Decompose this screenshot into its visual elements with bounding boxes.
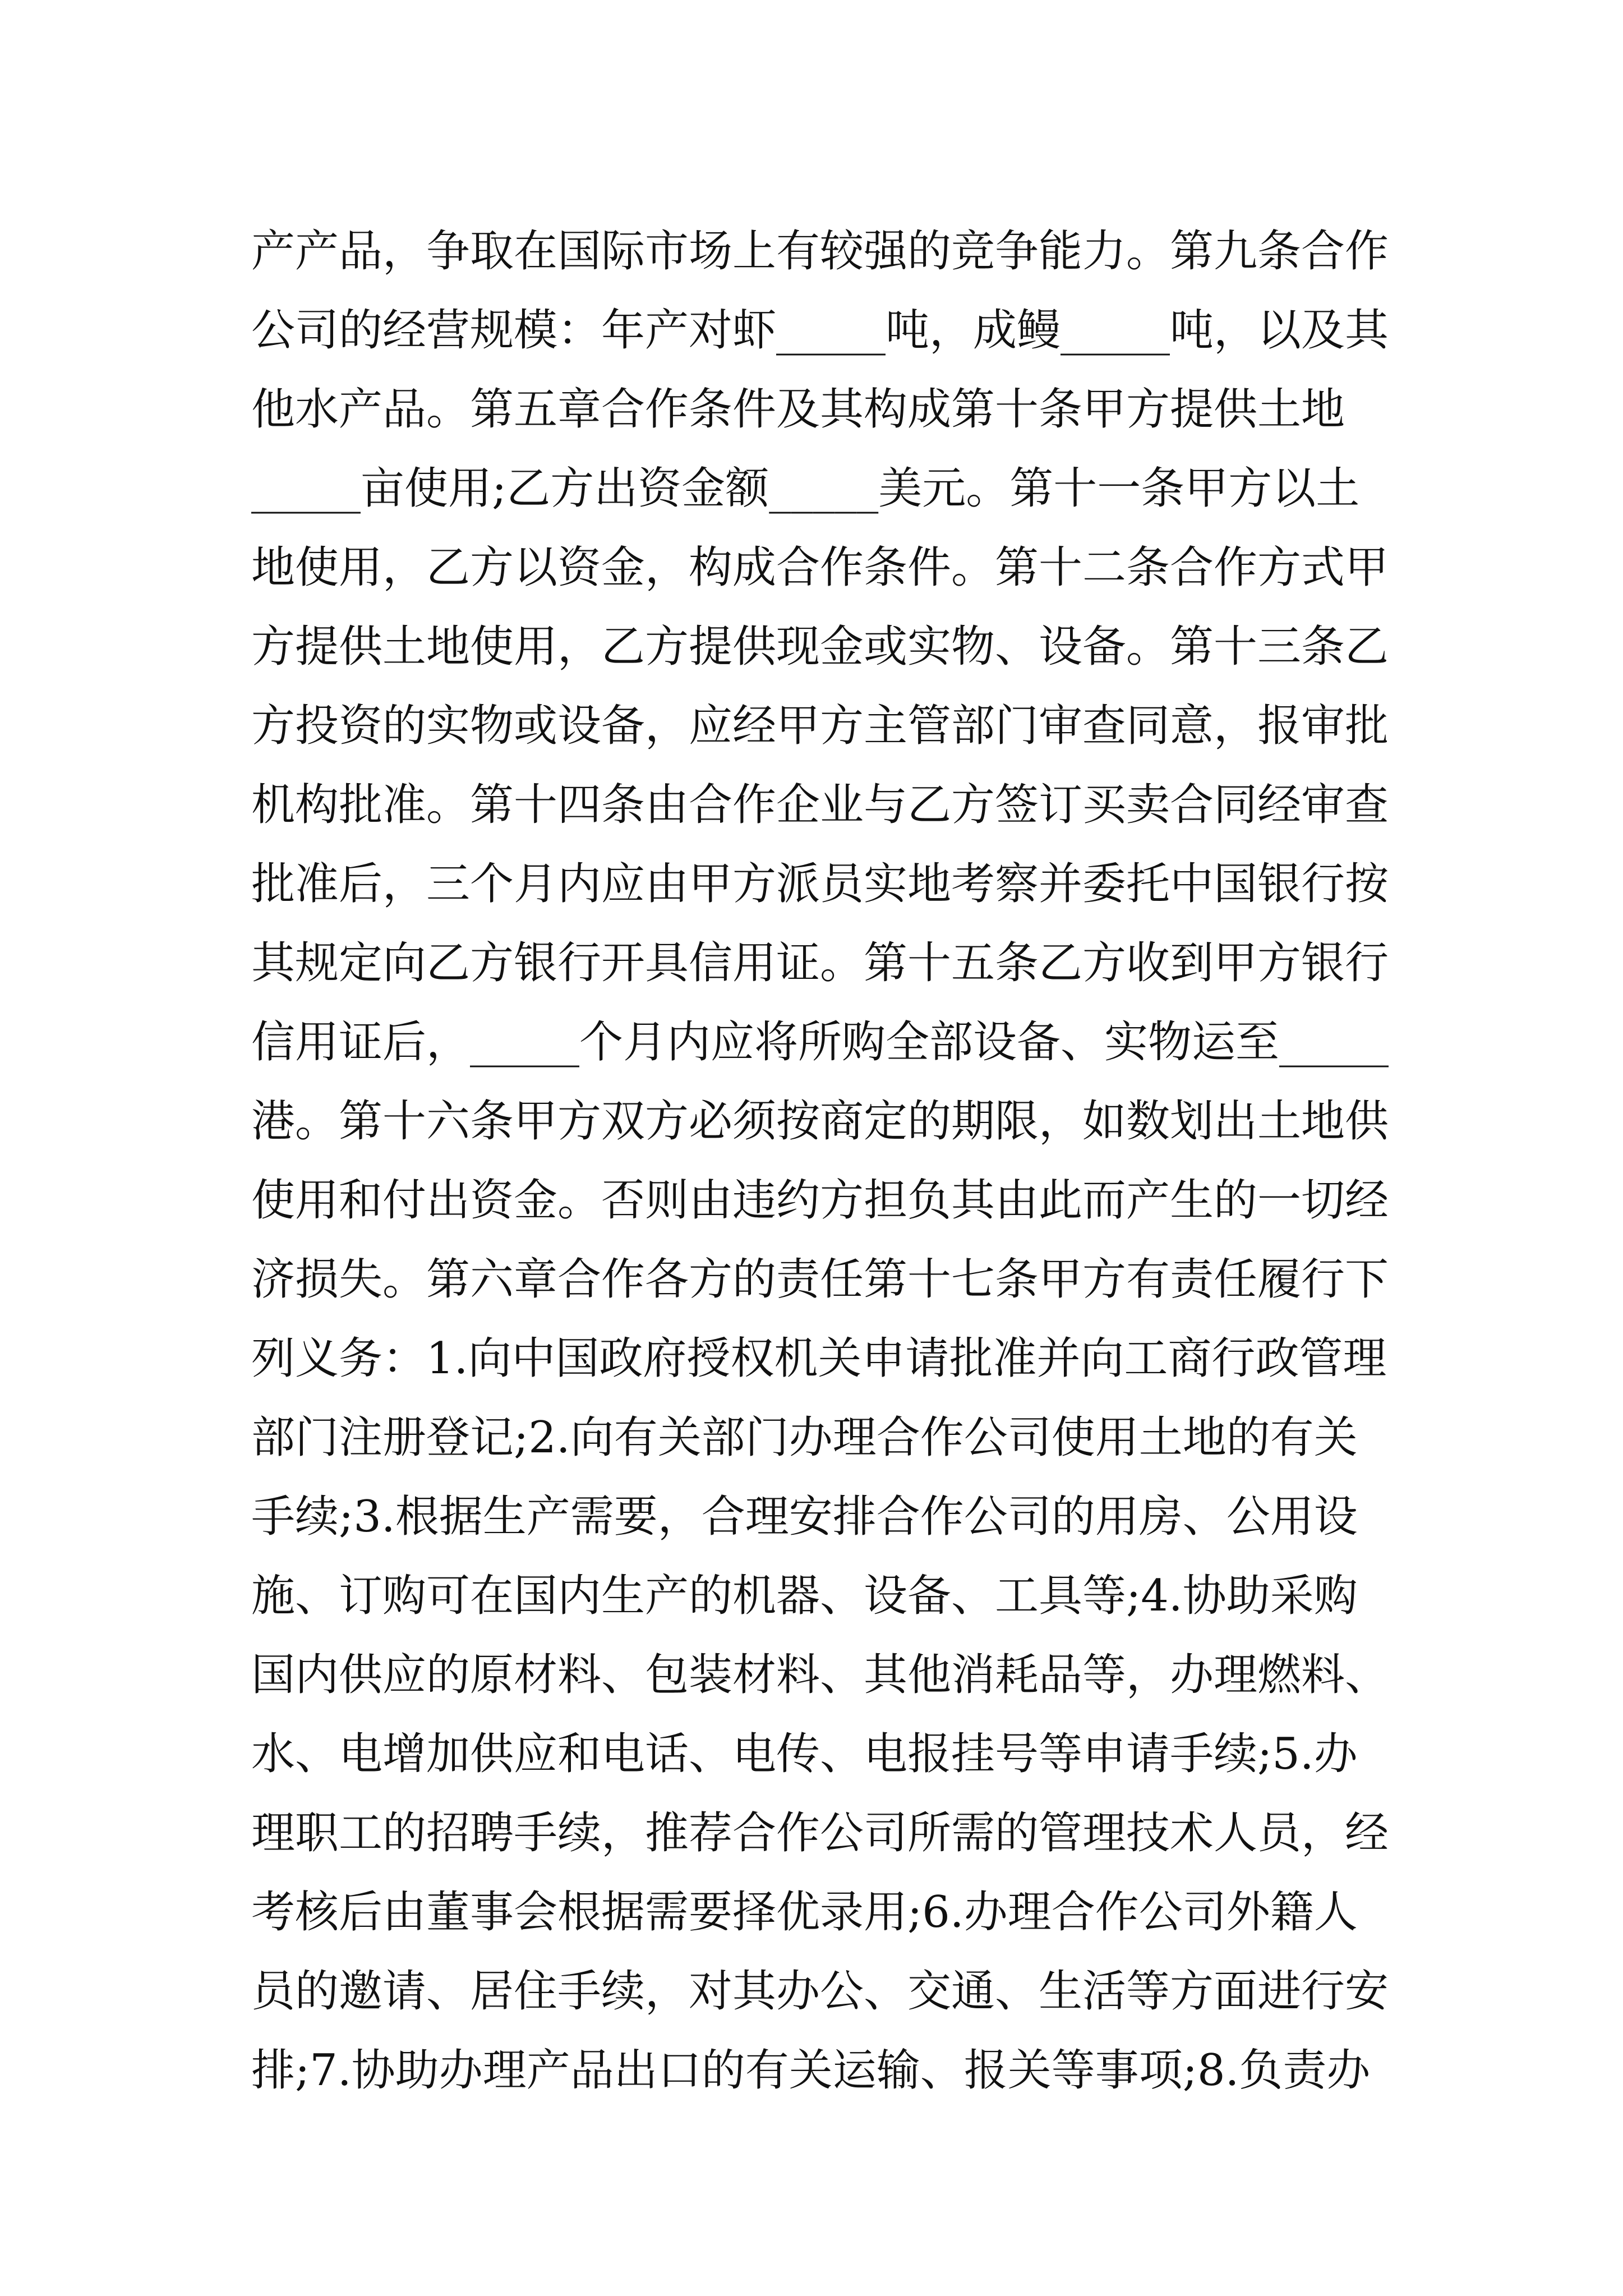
text-line: 列义务：1.向中国政府授权机关申请批准并向工商行政管理 xyxy=(251,1333,1387,1384)
text-line: 地使用，乙方以资金，构成合作条件。第十二条合作方式甲 xyxy=(251,542,1389,593)
text-line: 部门注册登记;2.向有关部门办理合作公司使用土地的有关 xyxy=(251,1412,1358,1463)
text-line: 港。第十六条甲方双方必须按商定的期限，如数划出土地供 xyxy=(251,1096,1389,1147)
text-line: 手续;3.根据生产需要，合理安排合作公司的用房、公用设 xyxy=(251,1492,1358,1542)
text-line: 水、电增加供应和电话、电传、电报挂号等申请手续;5.办 xyxy=(251,1729,1358,1779)
text-line: 国内供应的原材料、包装材料、其他消耗品等，办理燃料、 xyxy=(251,1650,1389,1700)
text-line: 方提供土地使用，乙方提供现金或实物、设备。第十三条乙 xyxy=(251,622,1389,672)
text-line: _____亩使用;乙方出资金额_____美元。第十一条甲方以土 xyxy=(251,463,1360,514)
text-line: 公司的经营规模：年产对虾_____吨，成鳗_____吨，以及其 xyxy=(251,305,1389,356)
text-line: 产产品，争取在国际市场上有较强的竞争能力。第九条合作 xyxy=(251,226,1389,277)
text-line: 信用证后，_____个月内应将所购全部设备、实物运至_____ xyxy=(251,1017,1389,1068)
text-line: 施、订购可在国内生产的机器、设备、工具等;4.协助采购 xyxy=(251,1571,1358,1621)
text-line: 排;7.协助办理产品出口的有关运输、报关等事项;8.负责办 xyxy=(251,2045,1371,2096)
text-line: 理职工的招聘手续，推荐合作公司所需的管理技术人员，经 xyxy=(251,1808,1389,1858)
text-line: 方投资的实物或设备，应经甲方主管部门审查同意，报审批 xyxy=(251,701,1389,751)
text-line: 其规定向乙方银行开具信用证。第十五条乙方收到甲方银行 xyxy=(251,938,1389,988)
text-line: 员的邀请、居住手续，对其办公、交通、生活等方面进行安 xyxy=(251,1966,1389,2017)
text-line: 考核后由董事会根据需要择优录用;6.办理合作公司外籍人 xyxy=(251,1887,1358,1938)
text-line: 济损失。第六章合作各方的责任第十七条甲方有责任履行下 xyxy=(251,1254,1389,1305)
text-line: 批准后，三个月内应由甲方派员实地考察并委托中国银行按 xyxy=(251,859,1389,909)
text-line: 使用和付出资金。否则由违约方担负其由此而产生的一切经 xyxy=(251,1175,1389,1226)
text-line: 机构批准。第十四条由合作企业与乙方签订买卖合同经审查 xyxy=(251,780,1389,830)
body-text xyxy=(251,212,1395,2110)
text-line: 他水产品。第五章合作条件及其构成第十条甲方提供土地 xyxy=(251,384,1345,435)
